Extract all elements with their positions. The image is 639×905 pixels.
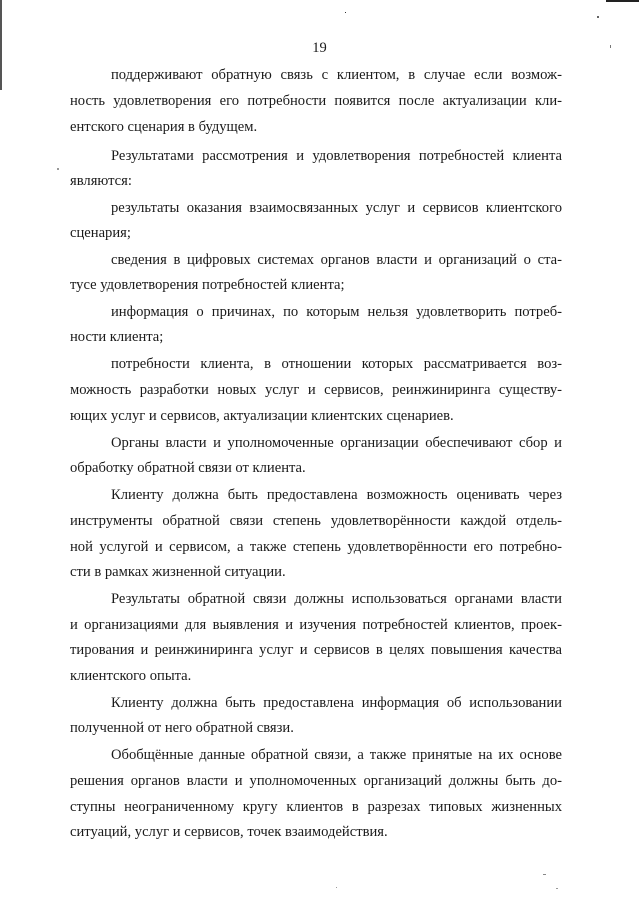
text-line: тирования и реинжиниринга услуг и сервисов в целях повышения качества <box>70 642 562 658</box>
text-line: обработку обратной связи от клиента. <box>70 460 306 476</box>
text-line: ентского сценария в будущем. <box>70 119 258 135</box>
text-line: решения органов власти и уполномоченных организаций должны быть до- <box>70 773 562 789</box>
text-line: являются: <box>70 173 132 189</box>
scan-dust-speck <box>543 874 546 875</box>
text-line: тусе удовлетворения потребностей клиента; <box>70 277 345 293</box>
text-line: полученной от него обратной связи. <box>70 720 294 736</box>
scan-edge-mark <box>606 0 639 2</box>
text-line: сведения в цифровых системах органов власти и организаций о ста- <box>111 252 562 268</box>
text-line: поддерживают обратную связь с клиентом, в случае если возмож- <box>111 67 562 83</box>
text-line: Клиенту должна быть предоставлена информация об использовании <box>111 695 562 711</box>
scan-dust-speck <box>345 12 346 13</box>
text-line: информация о причинах, по которым нельзя удовлетворить потреб- <box>111 304 562 320</box>
scan-border-line <box>0 0 2 90</box>
text-line: ющих услуг и сервисов, актуализации клиентских сценариев. <box>70 408 454 424</box>
scan-dust-speck <box>597 16 599 18</box>
scan-dust-speck <box>610 45 611 48</box>
page-number: 19 <box>312 40 327 56</box>
text-line: ступны неограниченному кругу клиентов в разрезах типовых жизненных <box>70 799 562 815</box>
text-line: Обобщённые данные обратной связи, а также принятые на их основе <box>111 747 562 763</box>
text-line: потребности клиента, в отношении которых рассматривается воз- <box>111 356 562 372</box>
text-line: ности клиента; <box>70 329 164 345</box>
text-line: Клиенту должна быть предоставлена возможность оценивать через <box>111 487 562 503</box>
text-line: результаты оказания взаимосвязанных услуг и сервисов клиентского <box>111 200 562 216</box>
text-line: ность удовлетворения его потребности появится после актуализации кли- <box>70 93 562 109</box>
text-line: и организациями для выявления и изучения потребностей клиентов, проек- <box>70 617 562 633</box>
scan-dust-speck <box>556 888 558 889</box>
scan-dust-speck <box>57 168 59 170</box>
scan-dust-speck <box>336 887 337 888</box>
text-line: сти в рамках жизненной ситуации. <box>70 564 286 580</box>
text-line: Результаты обратной связи должны использоваться органами власти <box>111 591 562 607</box>
text-line: Результатами рассмотрения и удовлетворения потребностей клиента <box>111 148 562 164</box>
text-line: ситуаций, услуг и сервисов, точек взаимодействия. <box>70 824 388 840</box>
text-line: клиентского опыта. <box>70 668 192 684</box>
text-line: Органы власти и уполномоченные организации обеспечивают сбор и <box>111 435 562 451</box>
text-line: сценария; <box>70 225 131 241</box>
text-line: ной услугой и сервисом, а также степень удовлетворённости его потребно- <box>70 539 562 555</box>
text-line: можность разработки новых услуг и сервисов, реинжиниринга существу- <box>70 382 562 398</box>
text-line: инструменты обратной связи степень удовлетворённости каждой отдель- <box>70 513 562 529</box>
